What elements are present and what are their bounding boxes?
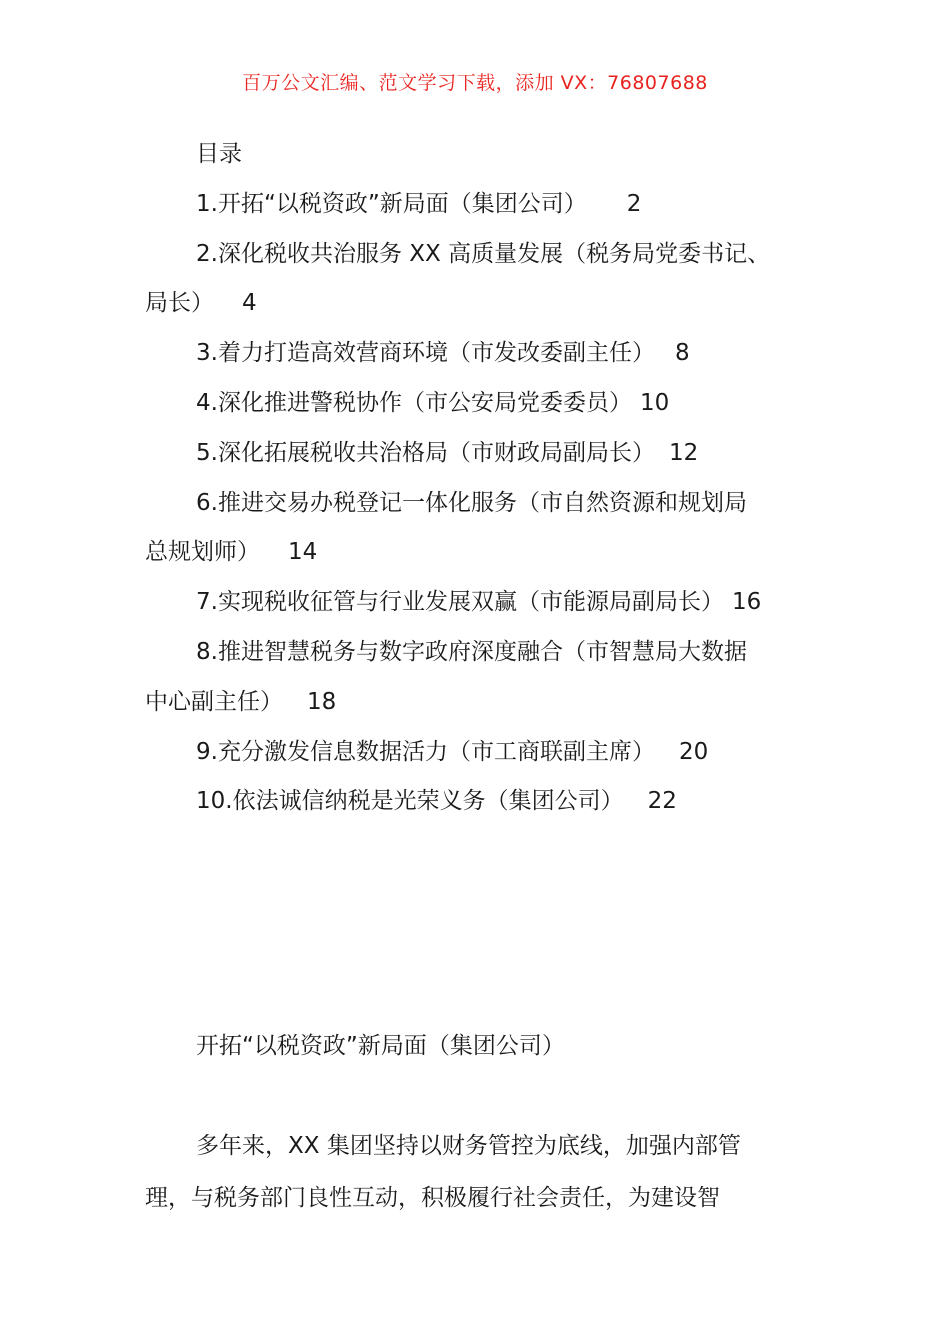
- toc-heading: 目录: [196, 141, 242, 167]
- toc-item-4[interactable]: [145, 379, 825, 429]
- toc-item-3[interactable]: [145, 329, 825, 379]
- toc-item-8[interactable]: [145, 628, 825, 678]
- toc-item-6-continued[interactable]: [145, 528, 825, 578]
- toc-item-label: 局长）: [145, 290, 214, 317]
- toc-item-8-continued[interactable]: [145, 678, 825, 728]
- toc-item-label: 中心副主任）: [145, 688, 283, 715]
- toc-page-number: 14: [288, 539, 318, 566]
- toc-page-number: 8: [674, 340, 690, 367]
- toc-item-10[interactable]: [145, 777, 825, 827]
- toc-item-label: 9.充分激发信息数据活力（市工商联副主席）: [196, 738, 655, 765]
- toc-item-label: 7.实现税收征管与行业发展双赢（市能源局副局长）: [196, 589, 724, 616]
- toc-page-number: 4: [242, 290, 257, 317]
- table-of-contents: [145, 130, 825, 827]
- toc-page-number: 22: [647, 788, 677, 815]
- section-title: 开拓“以税资政”新局面（集团公司）: [196, 1033, 565, 1059]
- toc-item-label: 8.推进智慧税务与数字政府深度融合（市智慧局大数据: [196, 638, 747, 665]
- toc-page-number: 18: [307, 688, 337, 715]
- toc-item-2-continued[interactable]: [145, 279, 825, 329]
- toc-item-label: 3.着力打造高效营商环境（市发改委副主任）: [196, 340, 655, 367]
- paragraph-line: 理，与税务部门良性互动，积极履行社会责任，为建设智: [145, 1185, 720, 1211]
- toc-page-number: 10: [639, 389, 670, 416]
- toc-item-label: 2.深化税收共治服务 XX 高质量发展（税务局党委书记、: [196, 240, 771, 267]
- toc-item-7[interactable]: [145, 578, 825, 628]
- toc-item-label: 6.推进交易办税登记一体化服务（市自然资源和规划局: [196, 489, 747, 516]
- toc-page-number: 20: [678, 738, 709, 765]
- paragraph-line: 多年来，XX 集团坚持以财务管控为底线，加强内部管: [196, 1133, 741, 1159]
- toc-page-number: 16: [731, 589, 762, 616]
- toc-item-label: 4.深化推进警税协作（市公安局党委委员）: [196, 389, 632, 416]
- body-paragraph: [145, 1120, 815, 1224]
- toc-item-5[interactable]: [145, 429, 825, 479]
- toc-item-6[interactable]: [145, 479, 825, 529]
- toc-item-label: 5.深化拓展税收共治格局（市财政局副局长）: [196, 439, 655, 466]
- toc-item-1[interactable]: [145, 180, 825, 230]
- toc-item-2[interactable]: [145, 230, 825, 280]
- toc-page-number: 12: [668, 439, 699, 466]
- toc-item-label: 1.开拓“以税资政”新局面（集团公司）: [196, 190, 587, 217]
- toc-item-label: 10.依法诚信纳税是光荣义务（集团公司）: [196, 788, 624, 815]
- header-banner: 百万公文汇编、范文学习下载，添加 VX：76807688: [242, 72, 708, 94]
- toc-page-number: 2: [626, 190, 642, 217]
- toc-item-label: 总规划师）: [145, 539, 260, 566]
- toc-item-9[interactable]: [145, 728, 825, 778]
